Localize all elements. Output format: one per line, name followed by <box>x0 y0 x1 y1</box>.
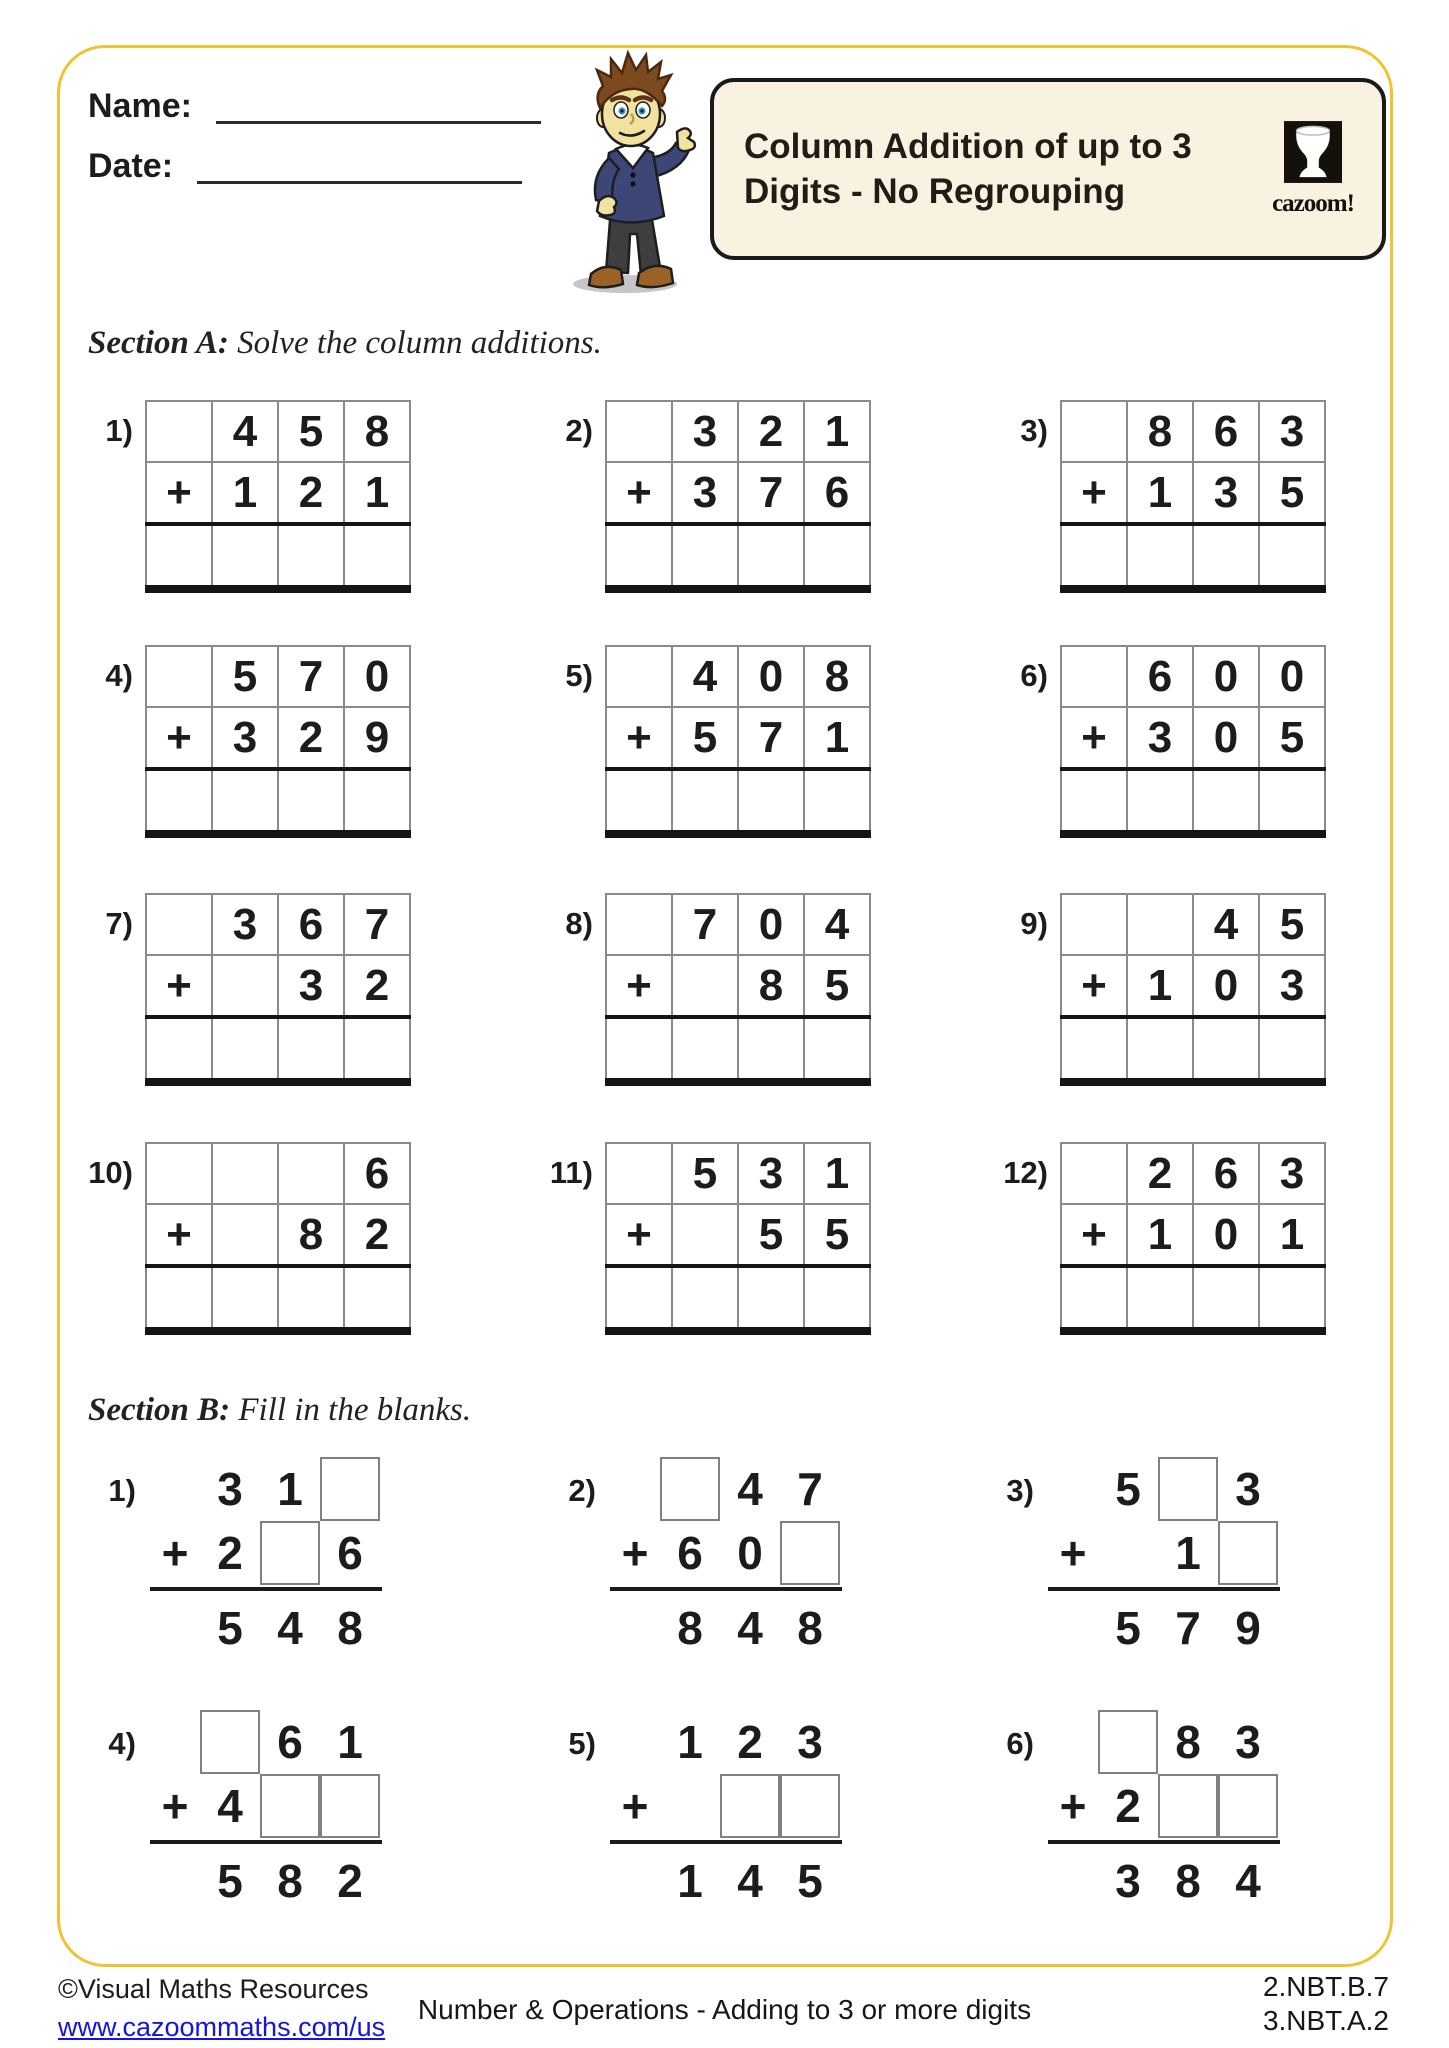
digit-cell: 2 <box>278 462 344 524</box>
section-b-title: Section B: <box>88 1392 231 1428</box>
digit-cell: 2 <box>278 707 344 769</box>
mascot-boy-illustration <box>553 46 713 296</box>
column-addition-grid <box>145 400 411 593</box>
digit-cell: 6 <box>1193 1143 1259 1204</box>
answer-digit: 4 <box>277 1602 303 1654</box>
empty-cell <box>146 894 212 955</box>
digit-cell: 0 <box>1193 646 1259 707</box>
blank-box <box>780 1521 840 1585</box>
digit: 6 <box>277 1716 303 1768</box>
digit: 1 <box>1175 1527 1201 1579</box>
column-addition-grid <box>1060 1142 1326 1335</box>
blank-box <box>780 1774 840 1838</box>
blank-box <box>200 1710 260 1774</box>
empty-slot <box>610 1457 660 1521</box>
title-line-1: Column Addition of up to 3 <box>744 127 1192 166</box>
sum-line <box>610 1840 842 1844</box>
answer-cell <box>146 1017 212 1082</box>
digit-cell: 3 <box>1259 401 1325 462</box>
digit-cell: 6 <box>1193 401 1259 462</box>
answer-cell <box>212 1266 278 1331</box>
answer-digit: 8 <box>277 1855 303 1907</box>
digit-cell: 7 <box>738 707 804 769</box>
plus-sign: + <box>606 955 672 1017</box>
empty-cell <box>606 646 672 707</box>
digit: 6 <box>337 1527 363 1579</box>
problem-label: 1) <box>105 413 133 448</box>
problem-label: 6) <box>1020 658 1048 693</box>
digit-cell: 3 <box>278 955 344 1017</box>
answer-cell <box>278 1266 344 1331</box>
digit-cell: 1 <box>1127 955 1193 1017</box>
answer-cell <box>212 1017 278 1082</box>
answer-digit: 3 <box>1115 1855 1141 1907</box>
sum-line <box>150 1587 382 1591</box>
logo-wordmark: cazoom! <box>1272 189 1354 217</box>
digit-cell: 6 <box>344 1143 410 1204</box>
answer-cell <box>1127 1017 1193 1082</box>
digit-cell: 1 <box>344 462 410 524</box>
blank-box <box>260 1774 320 1838</box>
problem-label: 7) <box>105 906 133 941</box>
sum-line <box>610 1587 842 1591</box>
empty-cell <box>1061 894 1127 955</box>
cazoom-logo <box>1258 121 1368 218</box>
digit-cell: 7 <box>344 894 410 955</box>
digit-cell: 5 <box>672 1143 738 1204</box>
answer-cell <box>738 1266 804 1331</box>
problem-label: 3) <box>1006 1473 1034 1508</box>
answer-digit: 5 <box>797 1855 823 1907</box>
date-label: Date: <box>88 147 174 185</box>
column-addition-grid <box>145 1142 411 1335</box>
fill-in-grid <box>150 1710 380 1838</box>
digit-cell: 6 <box>278 894 344 955</box>
title-line-2: Digits - No Regrouping <box>744 172 1126 211</box>
empty-cell <box>606 1143 672 1204</box>
digit-cell: 4 <box>804 894 870 955</box>
column-addition-grid <box>605 893 871 1086</box>
section-a-instruction: Solve the column additions. <box>228 325 602 361</box>
section-a-title: Section A: <box>88 325 229 361</box>
digit-cell: 2 <box>344 955 410 1017</box>
digit: 4 <box>737 1463 763 1515</box>
digit-cell: 3 <box>1127 707 1193 769</box>
digit: 3 <box>1235 1463 1261 1515</box>
answer-cell <box>672 524 738 589</box>
plus-sign: + <box>1059 1780 1087 1832</box>
empty-cell <box>672 955 738 1017</box>
fill-in-grid <box>1048 1457 1278 1585</box>
digit-cell: 3 <box>672 401 738 462</box>
plus-sign: + <box>146 462 212 524</box>
problem-label: 11) <box>549 1155 593 1190</box>
empty-cell <box>1127 894 1193 955</box>
digit-cell: 5 <box>278 401 344 462</box>
answer-cell <box>344 524 410 589</box>
answer-cell <box>146 769 212 834</box>
answer-cell <box>1193 1017 1259 1082</box>
answer-digit: 5 <box>217 1855 243 1907</box>
digit-cell: 1 <box>804 1143 870 1204</box>
problem-label: 1) <box>108 1473 136 1508</box>
answer-cell <box>804 524 870 589</box>
digit: 3 <box>1235 1716 1261 1768</box>
worksheet-title <box>744 124 1258 214</box>
fill-in-grid <box>610 1710 840 1838</box>
answer-cell <box>278 769 344 834</box>
section-b-instruction: Fill in the blanks. <box>230 1392 472 1428</box>
digit: 2 <box>737 1716 763 1768</box>
digit-cell: 8 <box>344 401 410 462</box>
answer-cell <box>606 1017 672 1082</box>
answer-cell <box>1259 769 1325 834</box>
name-row <box>88 88 541 124</box>
answer-cell <box>1259 1017 1325 1082</box>
digit-cell: 7 <box>672 894 738 955</box>
digit: 1 <box>677 1716 703 1768</box>
column-addition-grid <box>145 645 411 838</box>
empty-slot <box>150 1457 200 1521</box>
digit: 2 <box>217 1527 243 1579</box>
answer-cell <box>278 524 344 589</box>
digit: 0 <box>737 1527 763 1579</box>
standard-code-2: 3.NBT.A.2 <box>1262 2005 1389 2036</box>
digit-cell: 0 <box>1193 955 1259 1017</box>
column-addition-grid <box>145 893 411 1086</box>
digit-cell: 7 <box>278 646 344 707</box>
answer-row <box>200 1852 380 1910</box>
digit: 1 <box>277 1463 303 1515</box>
plus-sign: + <box>606 462 672 524</box>
empty-cell <box>212 1204 278 1266</box>
digit: 6 <box>677 1527 703 1579</box>
empty-cell <box>1061 646 1127 707</box>
empty-cell <box>1061 1143 1127 1204</box>
digit-cell: 2 <box>738 401 804 462</box>
digit-cell: 9 <box>344 707 410 769</box>
answer-cell <box>804 769 870 834</box>
answer-digit: 9 <box>1235 1602 1261 1654</box>
digit-cell: 0 <box>1193 1204 1259 1266</box>
empty-cell <box>146 1143 212 1204</box>
digit-cell: 2 <box>344 1204 410 1266</box>
empty-slot <box>660 1774 720 1838</box>
empty-cell <box>606 894 672 955</box>
plus-sign: + <box>1059 1527 1087 1579</box>
digit-cell: 1 <box>804 401 870 462</box>
digit: 1 <box>337 1716 363 1768</box>
problem-label: 5) <box>565 658 593 693</box>
digit: 7 <box>797 1463 823 1515</box>
answer-row <box>660 1852 840 1910</box>
answer-cell <box>212 524 278 589</box>
digit-cell: 7 <box>738 462 804 524</box>
digit-cell: 4 <box>672 646 738 707</box>
plus-sign: + <box>606 707 672 769</box>
digit-cell: 1 <box>1127 462 1193 524</box>
answer-cell <box>146 524 212 589</box>
problem-label: 4) <box>108 1726 136 1761</box>
blank-box <box>660 1457 720 1521</box>
blank-box <box>1158 1774 1218 1838</box>
digit-cell: 1 <box>1127 1204 1193 1266</box>
answer-cell <box>1259 1266 1325 1331</box>
plus-sign: + <box>146 707 212 769</box>
problem-label: 4) <box>105 658 133 693</box>
answer-cell <box>1193 1266 1259 1331</box>
fill-in-grid <box>610 1457 840 1585</box>
title-box <box>710 78 1386 260</box>
answer-digit: 4 <box>1235 1855 1261 1907</box>
plus-sign: + <box>161 1527 189 1579</box>
answer-cell <box>212 769 278 834</box>
blank-box <box>1218 1774 1278 1838</box>
answer-digit: 8 <box>797 1602 823 1654</box>
answer-cell <box>1259 524 1325 589</box>
plus-sign: + <box>1061 707 1127 769</box>
answer-cell <box>344 769 410 834</box>
plus-sign: + <box>621 1780 649 1832</box>
blank-box <box>1218 1521 1278 1585</box>
answer-cell <box>738 769 804 834</box>
digit-cell: 0 <box>1193 707 1259 769</box>
plus-sign: + <box>1061 462 1127 524</box>
website-link[interactable]: www.cazoommaths.com/us <box>58 2012 386 2042</box>
digit-cell: 8 <box>278 1204 344 1266</box>
problem-label: 9) <box>1020 906 1048 941</box>
problem-label: 5) <box>568 1726 596 1761</box>
answer-cell <box>1193 524 1259 589</box>
digit-cell: 4 <box>1193 894 1259 955</box>
drum-logo-icon <box>1284 121 1342 183</box>
digit-cell: 1 <box>1259 1204 1325 1266</box>
answer-cell <box>804 1017 870 1082</box>
digit-cell: 4 <box>212 401 278 462</box>
digit-cell: 5 <box>212 646 278 707</box>
empty-slot <box>150 1710 200 1774</box>
empty-slot <box>610 1710 660 1774</box>
answer-cell <box>672 769 738 834</box>
fill-in-grid <box>1048 1710 1278 1838</box>
answer-cell <box>278 1017 344 1082</box>
digit-cell: 3 <box>1259 955 1325 1017</box>
empty-slot <box>1098 1521 1158 1585</box>
name-label: Name: <box>88 87 192 125</box>
plus-sign: + <box>146 1204 212 1266</box>
digit-cell: 5 <box>1259 462 1325 524</box>
digit-cell: 3 <box>672 462 738 524</box>
section-a-heading <box>88 325 602 362</box>
plus-sign: + <box>1061 955 1127 1017</box>
footer-standards <box>1263 1970 1389 2038</box>
sum-line <box>1048 1840 1280 1844</box>
empty-cell <box>212 1143 278 1204</box>
answer-cell <box>804 1266 870 1331</box>
column-addition-grid <box>605 400 871 593</box>
empty-cell <box>146 401 212 462</box>
answer-cell <box>1061 1017 1127 1082</box>
digit-cell: 3 <box>212 707 278 769</box>
digit-cell: 5 <box>738 1204 804 1266</box>
problem-label: 2) <box>565 413 593 448</box>
answer-cell <box>606 1266 672 1331</box>
answer-cell <box>738 1017 804 1082</box>
digit-cell: 1 <box>804 707 870 769</box>
copyright-text: ©Visual Maths Resources <box>58 1974 369 2004</box>
digit: 2 <box>1115 1780 1141 1832</box>
answer-digit: 2 <box>337 1855 363 1907</box>
date-row <box>88 148 522 184</box>
blank-box <box>1158 1457 1218 1521</box>
answer-cell <box>1061 769 1127 834</box>
column-addition-grid <box>605 1142 871 1335</box>
blank-box <box>260 1521 320 1585</box>
digit-cell: 8 <box>804 646 870 707</box>
problem-label: 3) <box>1020 413 1048 448</box>
digit-cell: 6 <box>1127 646 1193 707</box>
digit-cell: 5 <box>1259 894 1325 955</box>
answer-cell <box>738 524 804 589</box>
plus-sign: + <box>1061 1204 1127 1266</box>
answer-cell <box>1127 769 1193 834</box>
column-addition-grid <box>605 645 871 838</box>
answer-digit: 8 <box>677 1602 703 1654</box>
name-write-line <box>216 91 541 124</box>
digit-cell: 3 <box>212 894 278 955</box>
empty-slot <box>1048 1457 1098 1521</box>
answer-row <box>1098 1599 1278 1657</box>
blank-box <box>320 1457 380 1521</box>
answer-digit: 4 <box>737 1855 763 1907</box>
digit-cell: 8 <box>1127 401 1193 462</box>
answer-cell <box>606 524 672 589</box>
answer-digit: 8 <box>337 1602 363 1654</box>
empty-cell <box>278 1143 344 1204</box>
answer-digit: 7 <box>1175 1602 1201 1654</box>
fill-in-grid <box>150 1457 380 1585</box>
digit-cell: 0 <box>344 646 410 707</box>
answer-row <box>660 1599 840 1657</box>
empty-cell <box>606 401 672 462</box>
blank-box <box>320 1774 380 1838</box>
digit-cell: 0 <box>738 894 804 955</box>
column-addition-grid <box>1060 893 1326 1086</box>
digit-cell: 0 <box>738 646 804 707</box>
answer-row <box>1098 1852 1278 1910</box>
blank-box <box>720 1774 780 1838</box>
empty-cell <box>672 1204 738 1266</box>
problem-label: 10) <box>88 1155 133 1190</box>
digit: 8 <box>1175 1716 1201 1768</box>
empty-slot <box>1048 1710 1098 1774</box>
digit-cell: 5 <box>804 1204 870 1266</box>
sum-line <box>1048 1587 1280 1591</box>
plus-sign: + <box>606 1204 672 1266</box>
digit-cell: 6 <box>804 462 870 524</box>
digit: 5 <box>1115 1463 1141 1515</box>
answer-row <box>200 1599 380 1657</box>
section-b-heading <box>88 1392 471 1429</box>
plus-sign: + <box>146 955 212 1017</box>
answer-cell <box>1193 769 1259 834</box>
answer-digit: 8 <box>1175 1855 1201 1907</box>
digit-cell: 3 <box>1259 1143 1325 1204</box>
answer-digit: 4 <box>737 1602 763 1654</box>
digit-cell: 5 <box>804 955 870 1017</box>
empty-cell <box>1061 401 1127 462</box>
empty-cell <box>212 955 278 1017</box>
empty-cell <box>146 646 212 707</box>
footer-topic: Number & Operations - Adding to 3 or more digits <box>417 1994 1032 2025</box>
answer-cell <box>344 1017 410 1082</box>
sum-line <box>150 1840 382 1844</box>
answer-cell <box>672 1017 738 1082</box>
problem-label: 2) <box>568 1473 596 1508</box>
problem-label: 12) <box>1003 1155 1048 1190</box>
digit-cell: 1 <box>212 462 278 524</box>
digit-cell: 5 <box>1259 707 1325 769</box>
digit-cell: 5 <box>672 707 738 769</box>
answer-cell <box>672 1266 738 1331</box>
digit-cell: 2 <box>1127 1143 1193 1204</box>
digit-cell: 3 <box>738 1143 804 1204</box>
answer-cell <box>606 769 672 834</box>
plus-sign: + <box>621 1527 649 1579</box>
answer-cell <box>146 1266 212 1331</box>
answer-digit: 1 <box>677 1855 703 1907</box>
date-write-line <box>197 151 522 184</box>
column-addition-grid <box>1060 400 1326 593</box>
column-addition-grid <box>1060 645 1326 838</box>
answer-cell <box>344 1266 410 1331</box>
plus-sign: + <box>161 1780 189 1832</box>
digit: 3 <box>797 1716 823 1768</box>
problem-label: 6) <box>1006 1726 1034 1761</box>
standard-code-1: 2.NBT.B.7 <box>1262 1971 1389 2002</box>
answer-cell <box>1127 1266 1193 1331</box>
digit: 4 <box>217 1780 243 1832</box>
digit-cell: 3 <box>1193 462 1259 524</box>
digit: 3 <box>217 1463 243 1515</box>
problem-label: 8) <box>565 906 593 941</box>
answer-digit: 5 <box>1115 1602 1141 1654</box>
answer-cell <box>1061 1266 1127 1331</box>
answer-cell <box>1127 524 1193 589</box>
blank-box <box>1098 1710 1158 1774</box>
digit-cell: 8 <box>738 955 804 1017</box>
digit-cell: 0 <box>1259 646 1325 707</box>
answer-digit: 5 <box>217 1602 243 1654</box>
answer-cell <box>1061 524 1127 589</box>
